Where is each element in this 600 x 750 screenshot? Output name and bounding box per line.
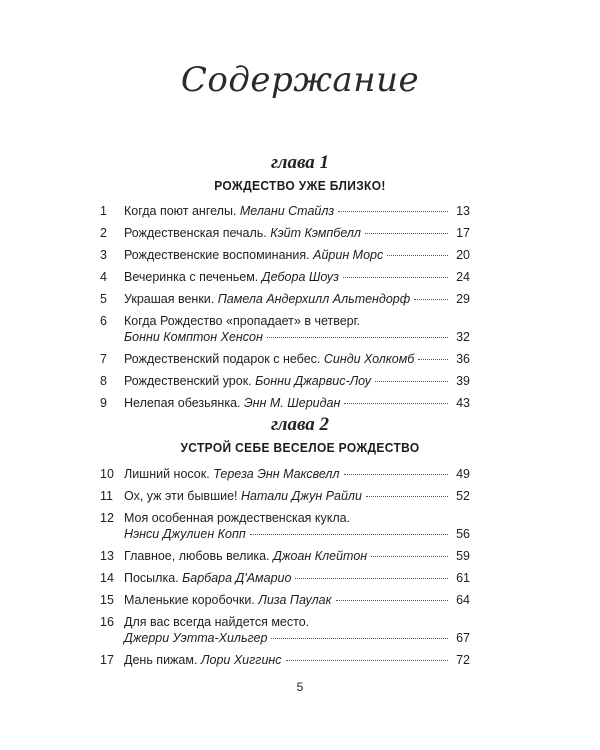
entry-number: 6 (100, 314, 107, 328)
leader-dots (387, 255, 448, 256)
page-number: 5 (296, 680, 304, 694)
entry-author: Кэйт Кэмпбелл (270, 226, 361, 240)
entry-title: Рождественский урок. (124, 374, 252, 388)
entry-author: Барбара Д'Амарио (182, 571, 292, 585)
entry-number: 1 (100, 204, 107, 218)
page-title: Содержание (180, 60, 420, 100)
toc-entry[interactable] (100, 395, 470, 411)
entry-page: 24 (456, 270, 470, 284)
entry-page: 17 (456, 226, 470, 240)
entry-title: День пижам. (124, 653, 198, 667)
entry-author: Айрин Морс (313, 248, 384, 262)
entry-page: 39 (456, 374, 470, 388)
entry-title: Посылка. (124, 571, 179, 585)
entry-title: Лишний носок. (124, 467, 210, 481)
entry-title: Вечеринка с печеньем. (124, 270, 259, 284)
leader-dots (338, 211, 448, 212)
leader-dots (371, 556, 448, 557)
entry-title: Моя особенная рождественская кукла. (124, 511, 351, 525)
toc-entry[interactable] (100, 373, 470, 389)
leader-dots (343, 277, 448, 278)
chapter-1-toc (100, 203, 470, 411)
entry-number: 3 (100, 248, 107, 262)
leader-dots (286, 660, 448, 661)
entry-number: 16 (100, 615, 114, 629)
entry-author: Тереза Энн Максвелл (213, 467, 340, 481)
leader-dots (414, 299, 448, 300)
toc-entry[interactable] (100, 570, 470, 586)
entry-number: 11 (100, 489, 113, 503)
entry-number: 13 (100, 549, 114, 563)
toc-entry[interactable] (100, 466, 470, 482)
entry-author: Бонни Джарвис-Лоу (255, 374, 371, 388)
entry-page: 61 (456, 571, 470, 585)
entry-title: Главное, любовь велика. (124, 549, 270, 563)
entry-page: 29 (456, 292, 470, 306)
entry-title: Рождественская печаль. (124, 226, 267, 240)
toc-entry[interactable] (100, 592, 470, 608)
entry-number: 15 (100, 593, 114, 607)
entry-page: 59 (456, 549, 470, 563)
entry-author: Памела Андерхилл Альтендорф (217, 292, 411, 306)
entry-number: 5 (100, 292, 107, 306)
entry-author: Синди Холкомб (323, 352, 415, 366)
entry-author: Натали Джун Райли (241, 489, 362, 503)
entry-author: Энн М. Шеридан (244, 396, 341, 410)
entry-author: Дебора Шоуз (261, 270, 339, 284)
entry-title: Для вас всегда найдется место. (124, 615, 310, 629)
entry-title: Маленькие коробочки. (124, 593, 255, 607)
entry-number: 12 (100, 511, 114, 525)
entry-page: 72 (456, 653, 470, 667)
leader-dots (344, 474, 448, 475)
entry-page: 56 (456, 527, 470, 541)
entry-page: 36 (456, 352, 470, 366)
entry-author: Мелани Стайлз (239, 204, 335, 218)
entry-title: Украшая венки. (124, 292, 215, 306)
toc-entry[interactable] (100, 225, 470, 241)
leader-dots (344, 403, 448, 404)
toc-entry[interactable] (100, 313, 470, 345)
toc-entry[interactable] (100, 203, 470, 219)
entry-author: Нэнси Джулиен Копп (124, 527, 246, 541)
entry-number: 17 (100, 653, 114, 667)
leader-dots (375, 381, 448, 382)
entry-author: Лори Хиггинс (200, 653, 282, 667)
entry-page: 52 (456, 489, 470, 503)
chapter-2-label: глава 2 (270, 414, 330, 435)
entry-page: 43 (456, 396, 470, 410)
entry-title: Когда Рождество «пропадает» в четверг. (124, 314, 361, 328)
entry-title: Когда поют ангелы. (124, 204, 237, 218)
toc-entry[interactable] (100, 269, 470, 285)
entry-author: Джоан Клейтон (273, 549, 368, 563)
entry-page: 67 (456, 631, 470, 645)
chapter-1-label: глава 1 (270, 152, 330, 173)
leader-dots (271, 638, 448, 639)
entry-number: 14 (100, 571, 114, 585)
leader-dots (365, 233, 448, 234)
entry-page: 49 (456, 467, 470, 481)
leader-dots (418, 359, 448, 360)
entry-number: 10 (100, 467, 114, 481)
toc-entry[interactable] (100, 351, 470, 367)
toc-entry[interactable] (100, 548, 470, 564)
toc-entry[interactable] (100, 510, 470, 542)
entry-number: 9 (100, 396, 107, 410)
entry-page: 13 (456, 204, 470, 218)
entry-title: Рождественский подарок с небес. (124, 352, 321, 366)
entry-number: 8 (100, 374, 107, 388)
entry-page: 32 (456, 330, 470, 344)
entry-author: Лиза Паулак (258, 593, 332, 607)
entry-page: 20 (456, 248, 470, 262)
chapter-2-name: УСТРОЙ СЕБЕ ВЕСЕЛОЕ РОЖДЕСТВО (180, 440, 420, 455)
entry-title: Рождественские воспоминания. (124, 248, 310, 262)
entry-title: Нелепая обезьянка. (124, 396, 241, 410)
leader-dots (295, 578, 448, 579)
toc-entry[interactable] (100, 614, 470, 646)
toc-entry[interactable] (100, 652, 470, 668)
entry-author: Джерри Уэтта-Хильгер (124, 631, 268, 645)
toc-entry[interactable] (100, 291, 470, 307)
entry-author: Бонни Комптон Хенсон (124, 330, 263, 344)
entry-title: Ох, уж эти бывшие! (124, 489, 238, 503)
toc-entry[interactable] (100, 247, 470, 263)
entry-number: 4 (100, 270, 107, 284)
entry-number: 2 (100, 226, 107, 240)
leader-dots (267, 337, 448, 338)
chapter-2-toc (100, 466, 470, 668)
leader-dots (366, 496, 448, 497)
leader-dots (250, 534, 448, 535)
entry-page: 64 (456, 593, 470, 607)
leader-dots (336, 600, 449, 601)
entry-number: 7 (100, 352, 107, 366)
chapter-1-name: РОЖДЕСТВО УЖЕ БЛИЗКО! (214, 178, 386, 193)
toc-entry[interactable] (100, 488, 470, 504)
